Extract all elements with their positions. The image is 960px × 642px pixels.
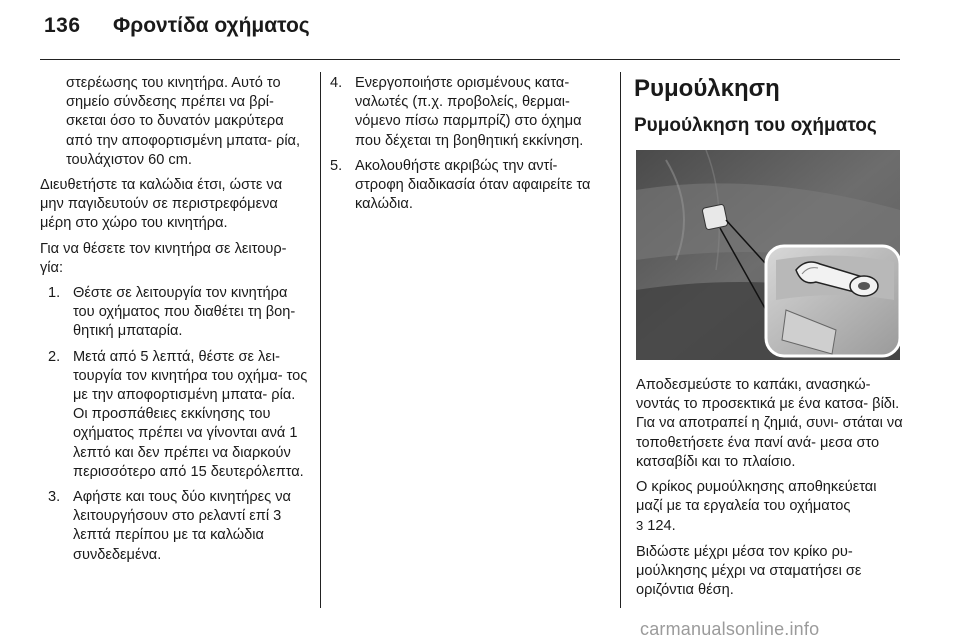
step-number: 1. xyxy=(48,285,61,302)
storage-text: Ο κρίκος ρυμούλκησης αποθηκεύεται μαζί με τα εργαλεία του οχήματος xyxy=(636,479,877,515)
step-item xyxy=(330,74,608,151)
step-text: Αφήστε και τους δύο κινητήρες να λειτουργήσουν στο ρελαντί επί 3 λεπτά περίπου με τα καλώδια συνδεδεμένα. xyxy=(73,489,291,563)
column-divider xyxy=(320,72,321,608)
column-2 xyxy=(330,74,608,220)
column-divider xyxy=(620,72,621,608)
step-item xyxy=(40,488,308,565)
step-text: Θέστε σε λειτουργία τον κινητήρα του οχήματος που διαθέτει τη βοη- θητική μπαταρία. xyxy=(73,285,296,340)
column-3 xyxy=(636,74,904,606)
watermark: carmanualsonline.info xyxy=(640,619,820,639)
screw-in-paragraph: Βιδώστε μέχρι μέσα τον κρίκο ρυ- μούλκησης μέχρι να σταματήσει σε οριζόντια θέση. xyxy=(636,543,862,599)
step-number: 5. xyxy=(330,157,343,174)
section-subtitle: Ρυμούλκηση του οχήματος xyxy=(634,115,877,136)
step-number: 3. xyxy=(48,489,61,506)
step-text: Ενεργοποιήστε ορισμένους κατα- ναλωτές (π.χ. προβολείς, θερμαι- νόμενο πίσω παρμπρίζ) στο όχημα που δέχεται τη βοηθητική εκκίνηση. xyxy=(355,75,584,149)
page-title: Φροντίδα οχήματος xyxy=(113,14,310,37)
step-text: Ακολουθήστε ακριβώς την αντί- στροφη διαδικασία όταν αφαιρείτε τα καλώδια. xyxy=(355,157,591,213)
start-engine-paragraph: Για να θέσετε τον κινητήρα σε λειτουρ- γία: xyxy=(40,240,287,276)
intro-paragraph: στερέωσης του κινητήρα. Αυτό το σημείο σύνδεσης πρέπει να βρί- σκεται όσο το δυνατόν μακρύτερα από την αποφορτισμένη μπατα- ρία, τουλάχιστον 60 cm. xyxy=(66,75,301,168)
section-title: Ρυμούλκηση xyxy=(634,75,780,102)
step-item xyxy=(40,348,308,482)
jump-start-steps xyxy=(40,284,308,565)
jump-start-steps-continued xyxy=(330,74,608,214)
towing-eye-storage-paragraph xyxy=(636,478,904,537)
column-1 xyxy=(40,74,308,571)
header-divider xyxy=(40,59,900,60)
step-number: 2. xyxy=(48,348,61,365)
page-reference-icon: 3 xyxy=(636,518,644,534)
step-number: 4. xyxy=(330,75,343,91)
cable-routing-paragraph: Διευθετήστε τα καλώδια έτσι, ώστε να μην παγιδευτούν σε περιστρεφόμενα μέρη στο χώρο του κινητήρα. xyxy=(40,177,283,232)
remove-cover-paragraph: Αποδεσμεύστε το καπάκι, ανασηκώ- νοντάς το προσεκτικά με ένα κατσα- βίδι. Για να αποτραπεί η ζημιά, συνι- στάται να τοποθετήσετε ένα πανί ανά- μεσα στο κατσαβίδι και το πλαίσιο. xyxy=(636,377,903,470)
step-text: Μετά από 5 λεπτά, θέστε σε λει- τουργία τον κινητήρα του οχήμα- τος με την αποφορτισμένη μπατα- ρία. Οι προσπάθειες εκκίνησης του οχήματος πρέπει να γίνονται ανά 1 λεπτό και δεν πρέπει να διαρκούν περισσότερο από 15 δευτερόλεπτα. xyxy=(73,348,308,480)
step-item xyxy=(40,284,308,342)
page-number: 136 xyxy=(44,14,81,37)
step-item xyxy=(330,157,608,215)
page-reference[interactable]: 124. xyxy=(647,518,676,535)
towing-eye-illustration xyxy=(636,150,900,360)
